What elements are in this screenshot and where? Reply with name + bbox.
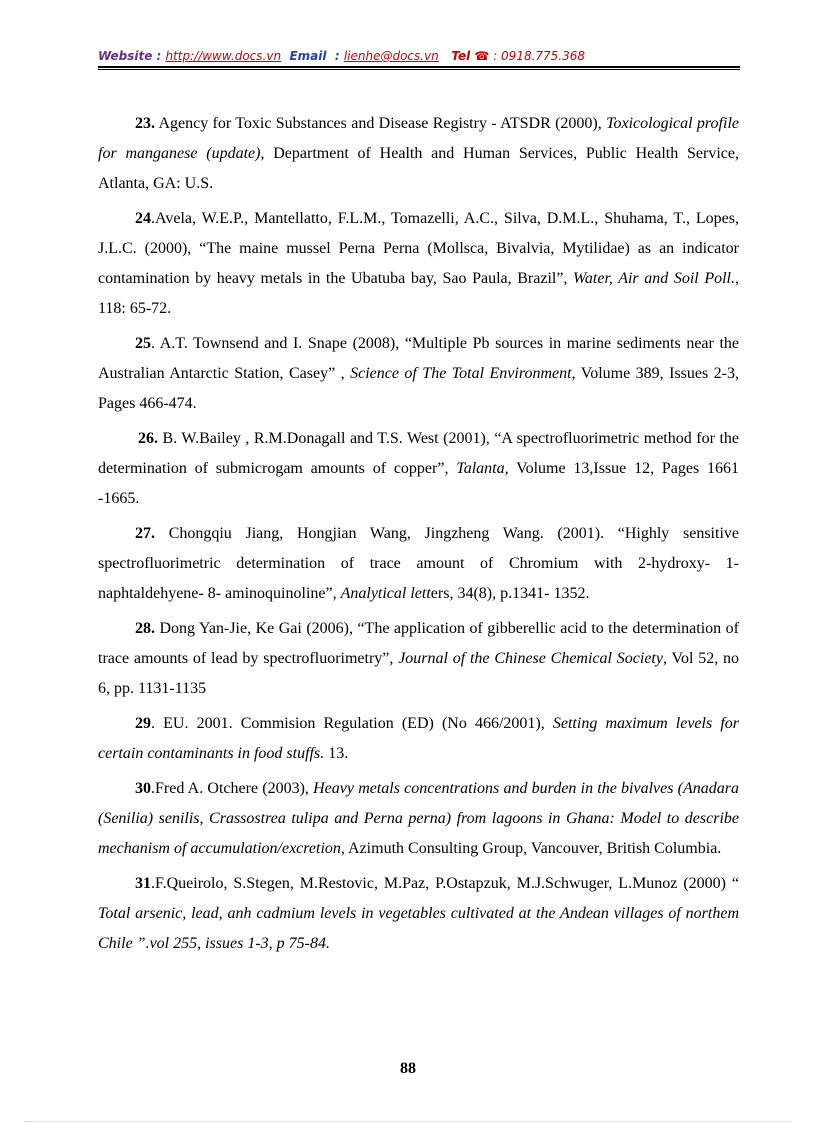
reference-item xyxy=(98,329,739,419)
reference-number: 27. xyxy=(135,525,155,542)
reference-text: Dong Yan-Jie, Ke Gai (2006), “The application of gibberellic acid to the determination of trace amounts of lead by spectrofluorimetry”, xyxy=(98,620,739,667)
reference-title-italic: Analytical lett xyxy=(340,585,431,602)
reference-number: 31 xyxy=(135,875,151,892)
reference-text: ers, 34(8), p.1341- 1352. xyxy=(430,585,590,602)
reference-title-italic: Toxicological profile for manganese (update) xyxy=(98,115,739,162)
reference-text: Volume 13,Issue 12, Pages 1661 -1665. xyxy=(98,460,739,507)
reference-item xyxy=(98,204,739,324)
website-separator: : xyxy=(152,49,166,63)
reference-item xyxy=(98,774,739,864)
tel-label: Tel xyxy=(451,49,471,63)
reference-item xyxy=(98,424,739,514)
email-link[interactable]: lienhe@docs.vn xyxy=(343,49,439,63)
header-rule-thick xyxy=(98,66,740,68)
bottom-divider xyxy=(24,1121,792,1122)
reference-text: , Department of Health and Human Services, Public Health Service, Atlanta, GA: U.S. xyxy=(98,145,740,192)
reference-text: .Fred A. Otchere (2003), xyxy=(151,780,314,797)
reference-number: 24 xyxy=(135,210,151,227)
email-separator: : xyxy=(330,49,344,63)
reference-title-italic: Water, Air and Soil Poll. xyxy=(573,270,735,287)
reference-number: 30 xyxy=(135,780,151,797)
reference-number: 25 xyxy=(135,335,151,352)
page-number: 88 xyxy=(400,1060,416,1077)
reference-number: 26. xyxy=(138,430,158,447)
reference-item xyxy=(98,519,739,609)
email-label: Email xyxy=(289,49,327,63)
reference-text: 13. xyxy=(324,745,349,762)
website-link[interactable]: http://www.docs.vn xyxy=(165,49,282,63)
reference-text: .Avela, W.E.P., Mantellatto, F.L.M., Tomazelli, A.C., Silva, D.M.L., Shuhama, T., Lopes, J.L.C. (2000), “The maine mussel Perna Perna (Mollsca, Bivalvia, Mytilidae) as an indicator contamination by heavy metals in the Ubatuba bay, Sao Paula, Brazil”, xyxy=(98,210,739,287)
reference-text: , Volume 389, Issues 2-3, Pages 466-474. xyxy=(98,365,740,412)
reference-list xyxy=(98,109,739,964)
reference-item xyxy=(98,709,739,769)
reference-number: 23. xyxy=(135,115,155,132)
reference-text: Chongqiu Jiang, Hongjian Wang, Jingzheng Wang. (2001). “Highly sensitive spectrofluorimetric determination of trace amount of Chromium with 2-hydroxy- 1-naphtaldehyene- 8- aminoquinoline”, xyxy=(98,525,739,602)
reference-title-italic: Journal of the Chinese Chemical Society xyxy=(398,650,663,667)
reference-text: . A.T. Townsend and I. Snape (2008), “Multiple Pb sources in marine sediments near the Australian Antarctic Station, Casey” , xyxy=(98,335,739,382)
reference-title-italic: Setting maximum levels for certain contaminants in food stuffs. xyxy=(98,715,739,762)
reference-text: , 118: 65-72. xyxy=(98,270,739,317)
reference-text: , Vol 52, no 6, pp. 1131-1135 xyxy=(98,650,739,697)
phone-icon: ☎ xyxy=(474,49,490,63)
reference-text: B. W.Bailey , R.M.Donagall and T.S. West (2001), “A spectrofluorimetric method for the determination of submicrogam amounts of copper”, xyxy=(98,430,739,477)
reference-item xyxy=(98,109,739,199)
reference-number: 28. xyxy=(135,620,155,637)
reference-title-italic: Heavy metals concentrations and burden in the bivalves (Anadara (Senilia) senilis, Crassostrea tulipa and Perna perna) from lagoons in Ghana: Model to describe mechanism of accumulation/excretion xyxy=(98,780,739,857)
reference-text: , Azimuth Consulting Group, Vancouver, British Columbia. xyxy=(340,840,722,857)
reference-text: Agency for Toxic Substances and Disease Registry - ATSDR (2000), xyxy=(155,115,607,132)
reference-item xyxy=(98,614,739,704)
reference-title-italic: Science of The Total Environment xyxy=(350,365,572,382)
reference-title-italic: Talanta, xyxy=(456,460,509,477)
reference-item xyxy=(98,869,739,959)
reference-title-italic: Total arsenic, lead, anh cadmium levels in vegetables cultivated at the Andean villages of northem Chile ”.vol 255, issues 1-3, p 75-84. xyxy=(98,905,739,952)
reference-text: . EU. 2001. Commision Regulation (ED) (No 466/2001), xyxy=(151,715,553,732)
website-label: Website xyxy=(98,49,153,63)
reference-number: 29 xyxy=(135,715,151,732)
reference-text: .F.Queirolo, S.Stegen, M.Restovic, M.Paz, P.Ostapzuk, M.J.Schwuger, L.Munoz (2000) “ xyxy=(151,875,739,892)
phone-number: : 0918.775.368 xyxy=(489,49,586,63)
page-header xyxy=(98,49,740,63)
header-rule-thin xyxy=(98,69,740,70)
